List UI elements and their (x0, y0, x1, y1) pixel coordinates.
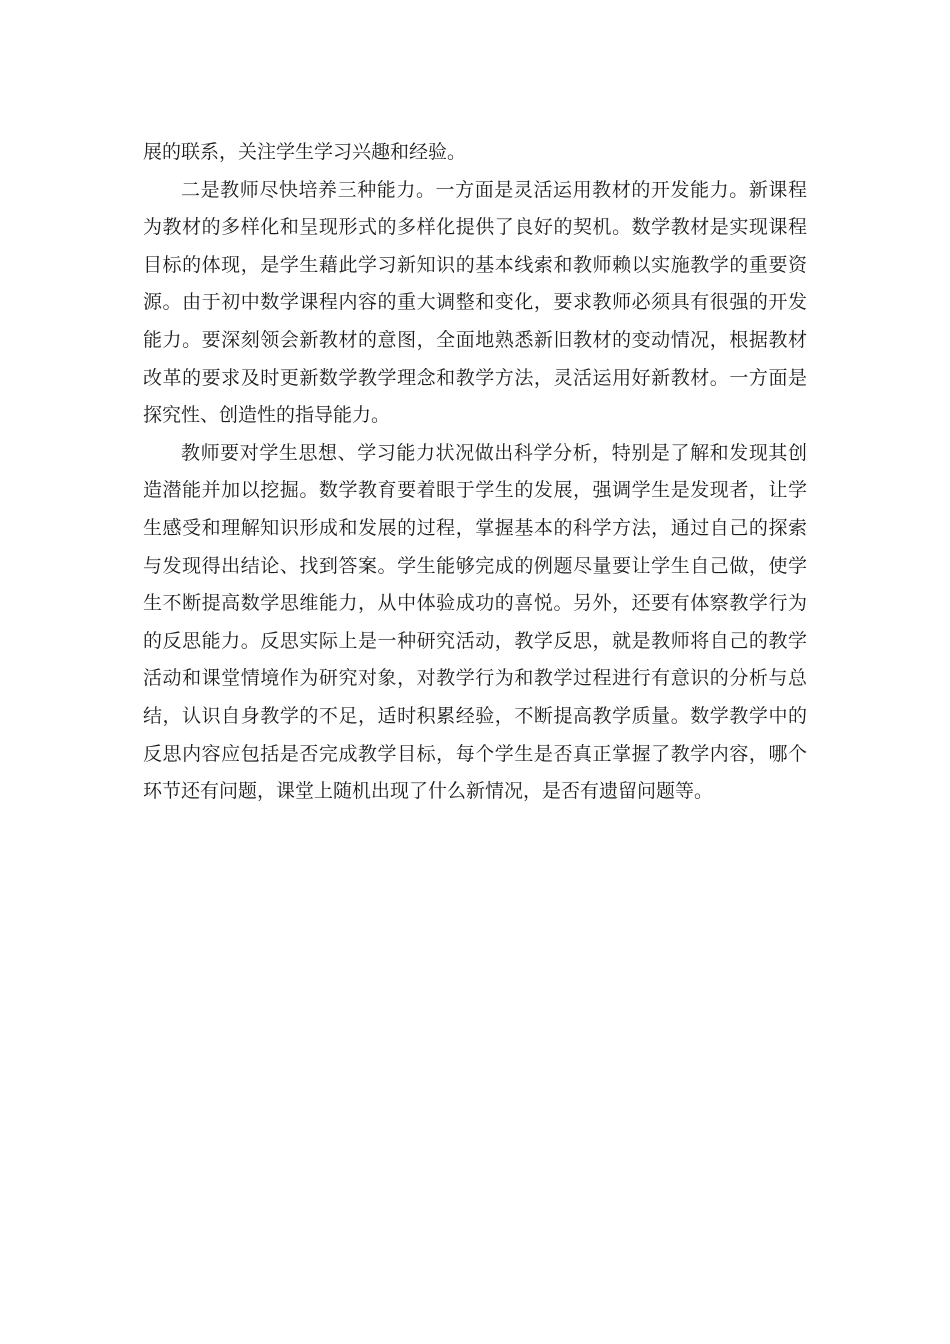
document-body (143, 134, 807, 811)
paragraph-student-analysis: 教师要对学生思想、学习能力状况做出科学分析，特别是了解和发现其创造潜能并加以挖掘。数学教育要着眼于学生的发展，强调学生是发现者，让学生感受和理解知识形成和发展的过程，掌握基本的科学方法，通过自己的探索与发现得出结论、找到答案。学生能够完成的例题尽量要让学生自己做，使学生不断提高数学思维能力，从中体验成功的喜悦。另外，还要有体察教学行为的反思能力。反思实际上是一种研究活动，教学反思，就是教师将自己的教学活动和课堂情境作为研究对象，对教学行为和教学过程进行有意识的分析与总结，认识自身教学的不足，适时积累经验，不断提高教学质量。数学教学中的反思内容应包括是否完成教学目标，每个学生是否真正掌握了教学内容，哪个环节还有问题，课堂上随机出现了什么新情况，是否有遗留问题等。 (143, 441, 807, 803)
paragraph-teacher-abilities: 二是教师尽快培养三种能力。一方面是灵活运用教材的开发能力。新课程为教材的多样化和呈现形式的多样化提供了良好的契机。数学教材是实现课程目标的体现，是学生藉此学习新知识的基本线索和教师赖以实施教学的重要资源。由于初中数学课程内容的重大调整和变化，要求教师必须具有很强的开发能力。要深刻领会新教材的意图，全面地熟悉新旧教材的变动情况，根据教材改革的要求及时更新数学教学理念和教学方法，灵活运用好新教材。一方面是探究性、创造性的指导能力。 (143, 178, 807, 427)
paragraph-continuation: 展的联系，关注学生学习兴趣和经验。 (143, 141, 467, 163)
